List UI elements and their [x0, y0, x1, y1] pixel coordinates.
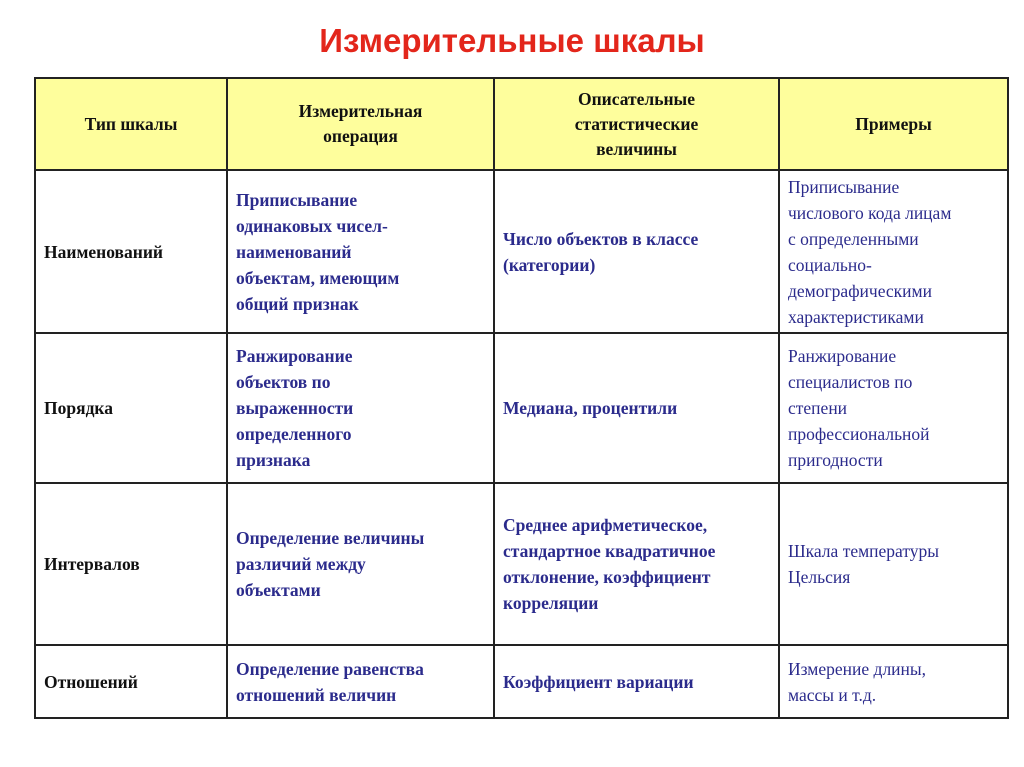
operation-cell: Определение равенства отношений величин	[227, 645, 494, 718]
examples-cell: Измерение длины, массы и т.д.	[779, 645, 1008, 718]
table-row	[35, 483, 1008, 645]
scale-type-cell: Интервалов	[35, 483, 227, 645]
header-operation: Измерительная операция	[227, 78, 494, 170]
scale-type-cell: Порядка	[35, 333, 227, 483]
scale-type-cell: Наименований	[35, 170, 227, 333]
statistics-cell: Число объектов в классе (категории)	[494, 170, 779, 333]
statistics-cell: Коэффициент вариации	[494, 645, 779, 718]
table-row	[35, 333, 1008, 483]
header-statistics: Описательные статистические величины	[494, 78, 779, 170]
operation-cell: Определение величины различий между объектами	[227, 483, 494, 645]
operation-cell: Ранжирование объектов по выраженности определенного признака	[227, 333, 494, 483]
statistics-cell: Среднее арифметическое, стандартное квадратичное отклонение, коэффициент корреляции	[494, 483, 779, 645]
page-title: Измерительные шкалы	[319, 22, 705, 59]
table-row	[35, 170, 1008, 333]
header-examples: Примеры	[779, 78, 1008, 170]
examples-cell: Шкала температуры Цельсия	[779, 483, 1008, 645]
table-header-row	[35, 78, 1008, 170]
statistics-cell: Медиана, процентили	[494, 333, 779, 483]
header-scale-type: Тип шкалы	[35, 78, 227, 170]
examples-cell: Приписывание числового кода лицам с определенными социально- демографическими характеристиками	[779, 170, 1008, 333]
examples-cell: Ранжирование специалистов по степени профессиональной пригодности	[779, 333, 1008, 483]
scale-type-cell: Отношений	[35, 645, 227, 718]
table-row	[35, 645, 1008, 718]
scales-table	[34, 77, 1009, 719]
operation-cell: Приписывание одинаковых чисел- наименований объектам, имеющим общий признак	[227, 170, 494, 333]
